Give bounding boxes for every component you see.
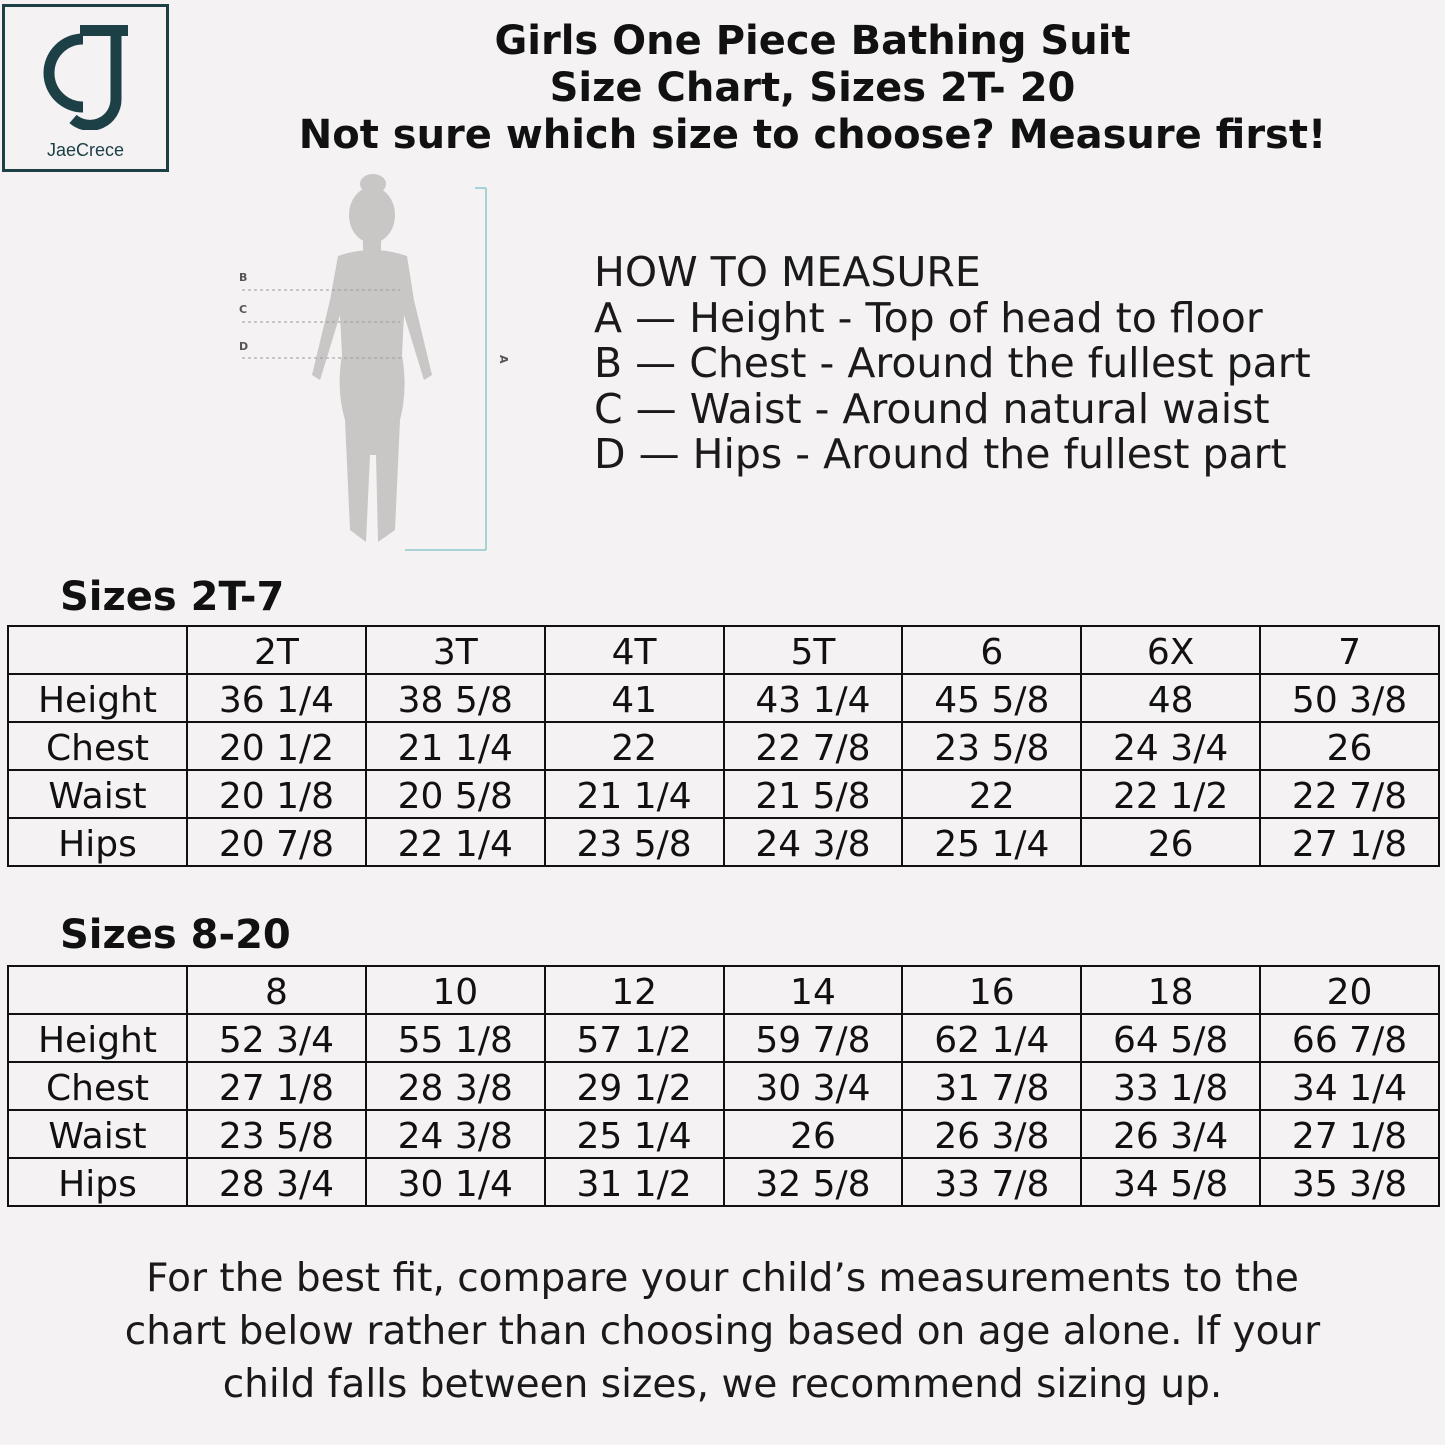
title-line-1: Girls One Piece Bathing Suit <box>494 18 1131 64</box>
size-header: 5T <box>724 626 903 674</box>
table-cell: 45 5/8 <box>902 674 1081 722</box>
table-cell: 26 <box>1260 722 1439 770</box>
size-header: 12 <box>545 966 724 1014</box>
size-header: 6 <box>902 626 1081 674</box>
label-a: A <box>497 355 510 364</box>
label-c: C <box>239 303 248 316</box>
label-b: B <box>239 271 248 284</box>
table-cell: 27 1/8 <box>1260 818 1439 866</box>
table-cell: 28 3/8 <box>366 1062 545 1110</box>
table-row <box>8 1014 1439 1062</box>
table-cell: 23 5/8 <box>545 818 724 866</box>
table-cell: 22 1/4 <box>366 818 545 866</box>
table-cell: 21 5/8 <box>724 770 903 818</box>
size-header: 2T <box>187 626 366 674</box>
row-label: Chest <box>8 722 187 770</box>
title-line-2: Size Chart, Sizes 2T- 20 <box>549 65 1076 111</box>
table-row <box>8 674 1439 722</box>
table-row <box>8 818 1439 866</box>
table-cell: 29 1/2 <box>545 1062 724 1110</box>
table-cell: 33 1/8 <box>1081 1062 1260 1110</box>
table-cell: 24 3/4 <box>1081 722 1260 770</box>
fit-advice-line: child falls between sizes, we recommend sizing up. <box>222 1362 1223 1407</box>
table-row <box>8 1062 1439 1110</box>
table-cell: 64 5/8 <box>1081 1014 1260 1062</box>
table-cell: 20 1/2 <box>187 722 366 770</box>
table-cell: 62 1/4 <box>902 1014 1081 1062</box>
table-cell: 22 <box>545 722 724 770</box>
row-label: Height <box>8 674 187 722</box>
table-cell: 35 3/8 <box>1260 1158 1439 1206</box>
size-table-2t-7 <box>7 625 1440 867</box>
table-cell: 32 5/8 <box>724 1158 903 1206</box>
table-row <box>8 1158 1439 1206</box>
size-header: 3T <box>366 626 545 674</box>
table-header-row <box>8 626 1439 674</box>
table-cell: 28 3/4 <box>187 1158 366 1206</box>
table-cell: 38 5/8 <box>366 674 545 722</box>
size-header: 18 <box>1081 966 1260 1014</box>
brand-name: JaeCrece <box>46 140 125 160</box>
table-cell: 34 5/8 <box>1081 1158 1260 1206</box>
table-cell: 25 1/4 <box>545 1110 724 1158</box>
row-label: Waist <box>8 1110 187 1158</box>
table-cell: 30 3/4 <box>724 1062 903 1110</box>
size-header: 14 <box>724 966 903 1014</box>
table-row <box>8 1110 1439 1158</box>
size-table-8-20 <box>7 965 1440 1207</box>
size-header: 6X <box>1081 626 1260 674</box>
how-to-item: B — Chest - Around the fullest part <box>594 339 1311 387</box>
table-row <box>8 722 1439 770</box>
table-cell: 23 5/8 <box>902 722 1081 770</box>
header-corner-cell <box>8 626 187 674</box>
table-cell: 66 7/8 <box>1260 1014 1439 1062</box>
table-cell: 31 1/2 <box>545 1158 724 1206</box>
row-label: Hips <box>8 818 187 866</box>
table2-title: Sizes 8-20 <box>60 912 291 958</box>
row-label: Height <box>8 1014 187 1062</box>
table-cell: 20 1/8 <box>187 770 366 818</box>
table1-title: Sizes 2T-7 <box>60 574 285 620</box>
fit-advice-line: For the best fit, compare your child’s measurements to the <box>146 1256 1299 1301</box>
table-cell: 20 5/8 <box>366 770 545 818</box>
table-cell: 20 7/8 <box>187 818 366 866</box>
how-to-item: C — Waist - Around natural waist <box>594 384 1270 433</box>
table-cell: 22 1/2 <box>1081 770 1260 818</box>
brand-logo <box>2 4 169 172</box>
table-cell: 48 <box>1081 674 1260 722</box>
row-label: Hips <box>8 1158 187 1206</box>
table-cell: 23 5/8 <box>187 1110 366 1158</box>
table-row <box>8 770 1439 818</box>
table-cell: 31 7/8 <box>902 1062 1081 1110</box>
size-header: 4T <box>545 626 724 674</box>
table-cell: 55 1/8 <box>366 1014 545 1062</box>
fit-advice <box>0 1252 1445 1411</box>
label-d: D <box>239 340 249 353</box>
table-cell: 25 1/4 <box>902 818 1081 866</box>
table-cell: 30 1/4 <box>366 1158 545 1206</box>
table-cell: 52 3/4 <box>187 1014 366 1062</box>
table-cell: 27 1/8 <box>1260 1110 1439 1158</box>
title-line-3: Not sure which size to choose? Measure first! <box>298 112 1327 158</box>
size-header: 7 <box>1260 626 1439 674</box>
table-cell: 27 1/8 <box>187 1062 366 1110</box>
row-label: Waist <box>8 770 187 818</box>
table-cell: 24 3/8 <box>366 1110 545 1158</box>
page-title <box>180 18 1445 159</box>
table-cell: 26 3/4 <box>1081 1110 1260 1158</box>
table-cell: 26 <box>724 1110 903 1158</box>
table-cell: 21 1/4 <box>366 722 545 770</box>
size-header: 8 <box>187 966 366 1014</box>
how-to-item: D — Hips - Around the fullest part <box>594 430 1287 478</box>
table-header-row <box>8 966 1439 1014</box>
row-label: Chest <box>8 1062 187 1110</box>
table-cell: 34 1/4 <box>1260 1062 1439 1110</box>
table-cell: 26 3/8 <box>902 1110 1081 1158</box>
measurement-figure <box>230 170 520 560</box>
table-cell: 33 7/8 <box>902 1158 1081 1206</box>
table-cell: 50 3/8 <box>1260 674 1439 722</box>
size-header: 20 <box>1260 966 1439 1014</box>
table-cell: 22 7/8 <box>1260 770 1439 818</box>
how-to-title: HOW TO MEASURE <box>594 248 981 296</box>
table-cell: 21 1/4 <box>545 770 724 818</box>
table-cell: 22 <box>902 770 1081 818</box>
table-cell: 36 1/4 <box>187 674 366 722</box>
how-to-measure <box>594 250 1311 478</box>
fit-advice-line: chart below rather than choosing based on age alone. If your <box>124 1309 1321 1354</box>
table-cell: 57 1/2 <box>545 1014 724 1062</box>
how-to-item: A — Height - Top of head to floor <box>594 293 1263 342</box>
table-cell: 59 7/8 <box>724 1014 903 1062</box>
child-silhouette-icon <box>230 170 520 560</box>
table-cell: 22 7/8 <box>724 722 903 770</box>
jc-monogram-icon <box>43 25 133 130</box>
size-header: 10 <box>366 966 545 1014</box>
header-corner-cell <box>8 966 187 1014</box>
table-cell: 41 <box>545 674 724 722</box>
table-cell: 26 <box>1081 818 1260 866</box>
size-header: 16 <box>902 966 1081 1014</box>
table-cell: 43 1/4 <box>724 674 903 722</box>
table-cell: 24 3/8 <box>724 818 903 866</box>
